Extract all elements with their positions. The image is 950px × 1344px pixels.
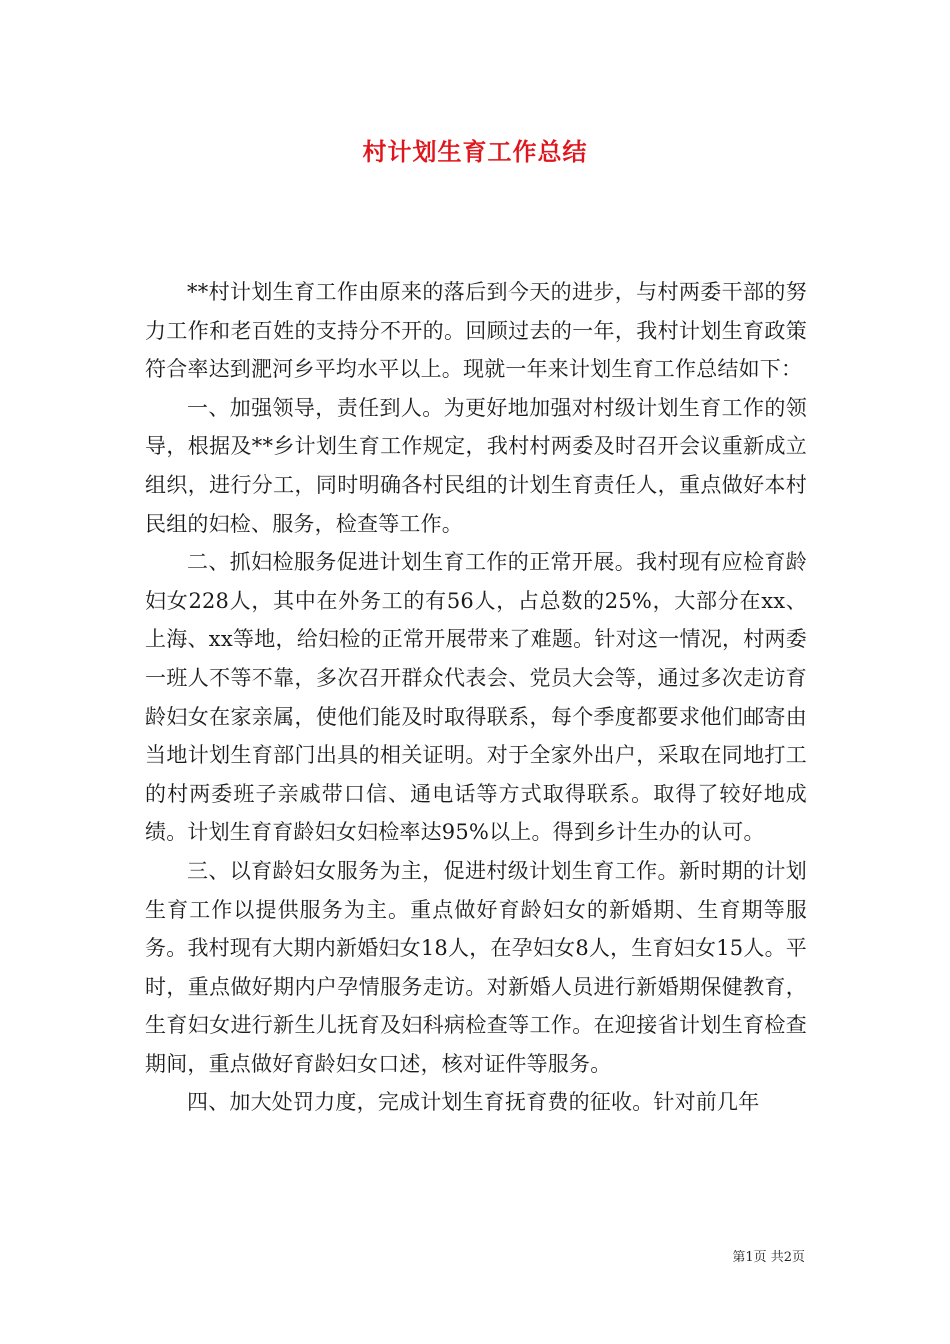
page-number: 第1页 共2页 <box>732 1250 805 1265</box>
paragraph-section-2: 二、抓妇检服务促进计划生育工作的正常开展。我村现有应检育龄妇女228人，其中在外务工的有56人，占总数的25%，大部分在xx、上海、xx等地，给妇检的正常开展带来了难题。针对这一情况，村两委一班人不等不靠，多次召开群众代表会、党员大会等，通过多次走访育龄妇女在家亲属，使他们能及时取得联系，每个季度都要求他们邮寄由当地计划生育部门出具的相关证明。对于全家外出户，采取在同地打工的村两委班子亲戚带口信、通电话等方式取得联系。取得了较好地成绩。计划生育育龄妇女妇检率达95%以上。得到乡计生办的认可。 <box>145 550 807 845</box>
paragraph-section-3: 三、以育龄妇女服务为主，促进村级计划生育工作。新时期的计划生育工作以提供服务为主。重点做好育龄妇女的新婚期、生育期等服务。我村现有大期内新婚妇女18人，在孕妇女8人，生育妇女15人。平时，重点做好期内户孕情服务走访。对新婚人员进行新婚期保健教育，生育妇女进行新生儿抚育及妇科病检查等工作。在迎接省计划生育检查期间，重点做好育龄妇女口述，核对证件等服务。 <box>145 858 807 1076</box>
paragraph-intro: **村计划生育工作由原来的落后到今天的进步，与村两委干部的努力工作和老百姓的支持分不开的。回顾过去的一年，我村计划生育政策符合率达到淝河乡平均水平以上。现就一年来计划生育工作总结如下： <box>145 280 807 382</box>
document-body <box>145 273 807 1122</box>
document-title: 村计划生育工作总结 <box>362 138 588 166</box>
paragraph-section-4: 四、加大处罚力度，完成计划生育抚育费的征收。针对前几年 <box>187 1090 760 1115</box>
paragraph-section-1: 一、加强领导，责任到人。为更好地加强对村级计划生育工作的领导，根据及**乡计划生育工作规定，我村村两委及时召开会议重新成立组织，进行分工，同时明确各村民组的计划生育责任人，重点做好本村民组的妇检、服务，检查等工作。 <box>145 395 807 536</box>
